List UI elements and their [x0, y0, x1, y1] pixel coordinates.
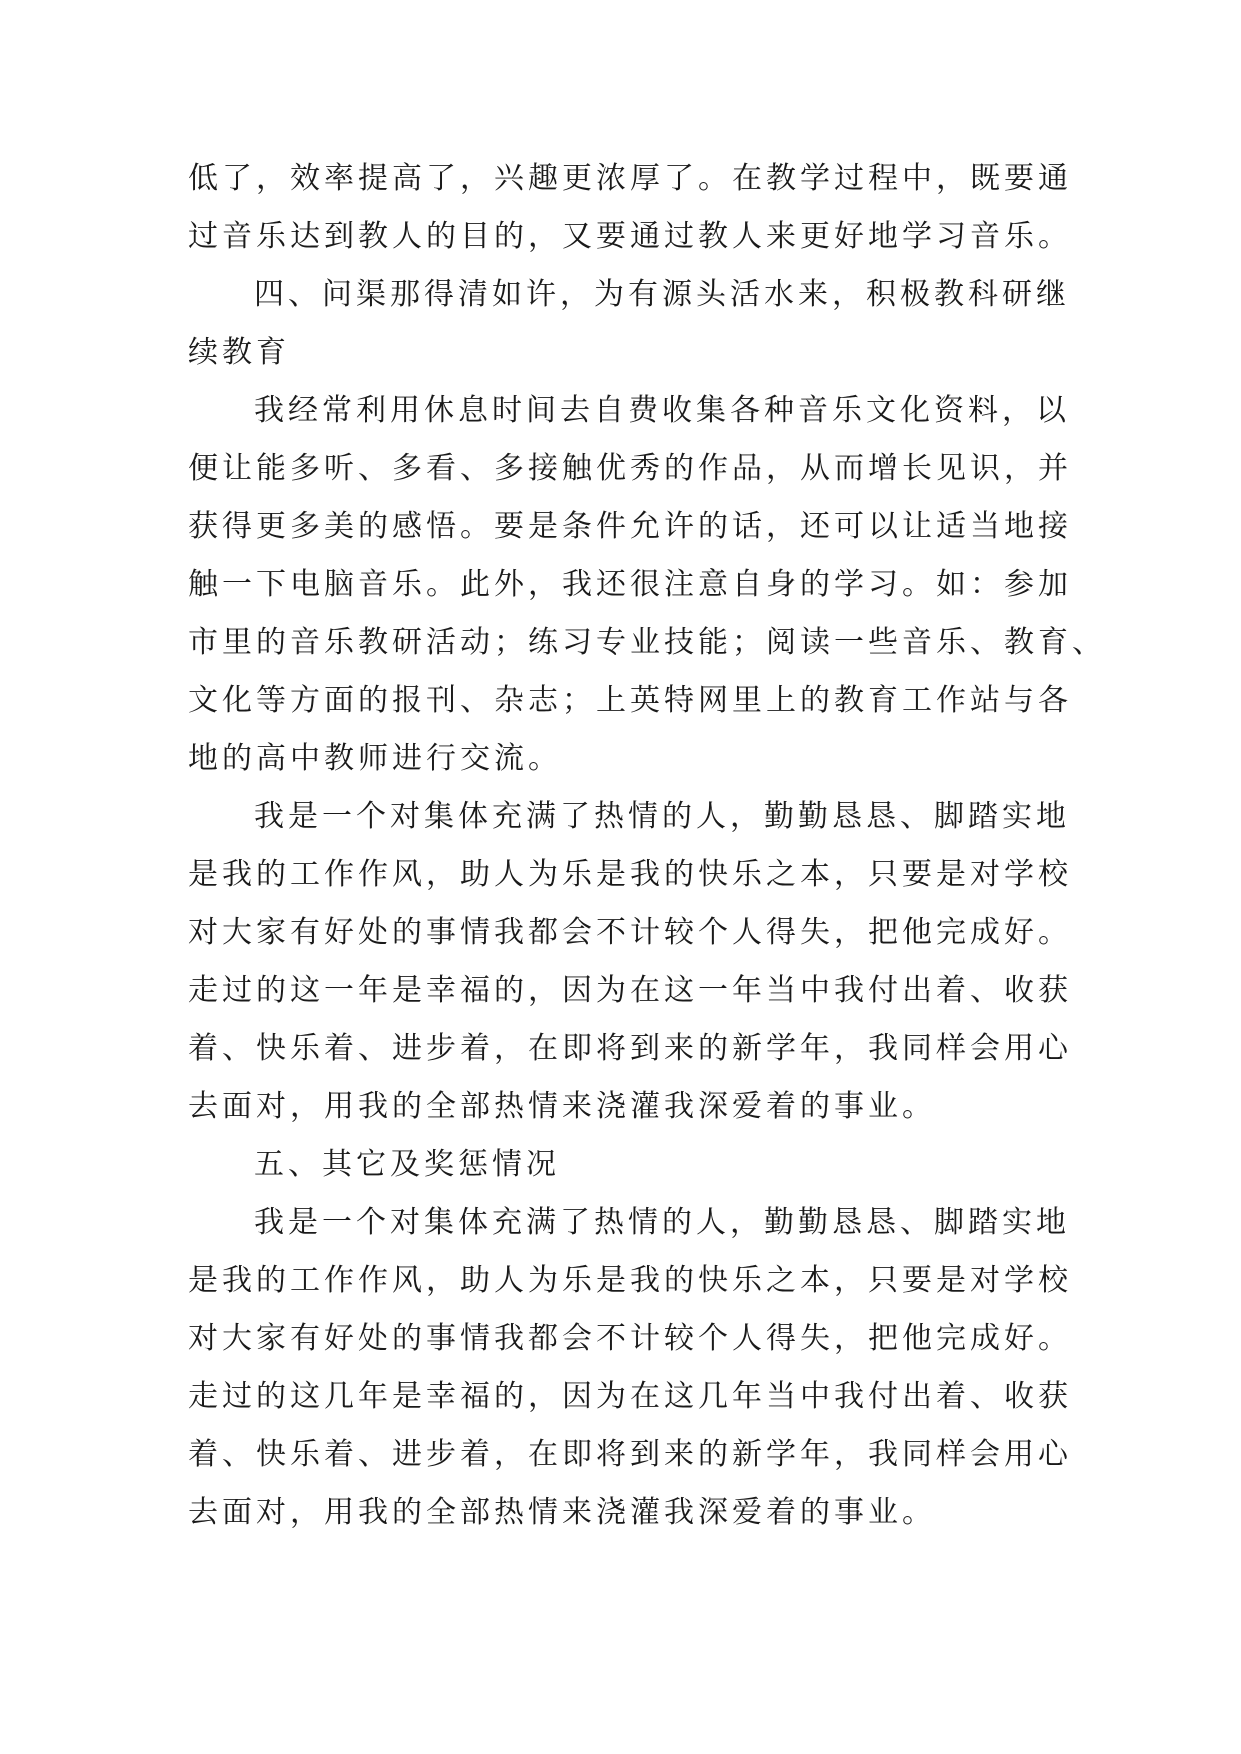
text-line: 着、快乐着、进步着，在即将到来的新学年，我同样会用心 — [188, 1031, 1072, 1066]
text-line: 文化等方面的报刊、杂志；上英特网里上的教育工作站与各 — [188, 683, 1072, 718]
section-heading-continued: 续教育 — [188, 335, 290, 370]
text-line: 去面对，用我的全部热情来浇灌我深爱着的事业。 — [188, 1089, 936, 1124]
text-line: 对大家有好处的事情我都会不计较个人得失，把他完成好。 — [188, 915, 1072, 950]
document-body — [188, 150, 1106, 1542]
text-line: 走过的这一年是幸福的，因为在这一年当中我付出着、收获 — [188, 973, 1072, 1008]
text-line: 着、快乐着、进步着，在即将到来的新学年，我同样会用心 — [188, 1437, 1072, 1472]
text-line: 去面对，用我的全部热情来浇灌我深爱着的事业。 — [188, 1495, 936, 1530]
text-line: 获得更多美的感悟。要是条件允许的话，还可以让适当地接 — [188, 509, 1072, 544]
text-line: 走过的这几年是幸福的，因为在这几年当中我付出着、收获 — [188, 1379, 1072, 1414]
text-line: 我是一个对集体充满了热情的人，勤勤恳恳、脚踏实地 — [254, 799, 1070, 834]
text-line: 低了，效率提高了，兴趣更浓厚了。在教学过程中，既要通 — [188, 161, 1072, 196]
text-line: 地的高中教师进行交流。 — [188, 741, 562, 776]
text-line: 我是一个对集体充满了热情的人，勤勤恳恳、脚踏实地 — [254, 1205, 1070, 1240]
text-line: 过音乐达到教人的目的，又要通过教人来更好地学习音乐。 — [188, 219, 1072, 254]
text-line: 是我的工作作风，助人为乐是我的快乐之本，只要是对学校 — [188, 857, 1072, 892]
section-heading: 五、其它及奖惩情况 — [254, 1147, 560, 1182]
text-line: 便让能多听、多看、多接触优秀的作品，从而增长见识，并 — [188, 451, 1072, 486]
text-line: 是我的工作作风，助人为乐是我的快乐之本，只要是对学校 — [188, 1263, 1072, 1298]
text-line: 我经常利用休息时间去自费收集各种音乐文化资料，以 — [254, 393, 1070, 428]
text-line: 对大家有好处的事情我都会不计较个人得失，把他完成好。 — [188, 1321, 1072, 1356]
text-line: 触一下电脑音乐。此外，我还很注意自身的学习。如：参加 — [188, 567, 1072, 602]
section-heading: 四、问渠那得清如许，为有源头活水来，积极教科研继 — [254, 277, 1070, 312]
text-line: 市里的音乐教研活动；练习专业技能；阅读一些音乐、教育、 — [188, 625, 1106, 660]
